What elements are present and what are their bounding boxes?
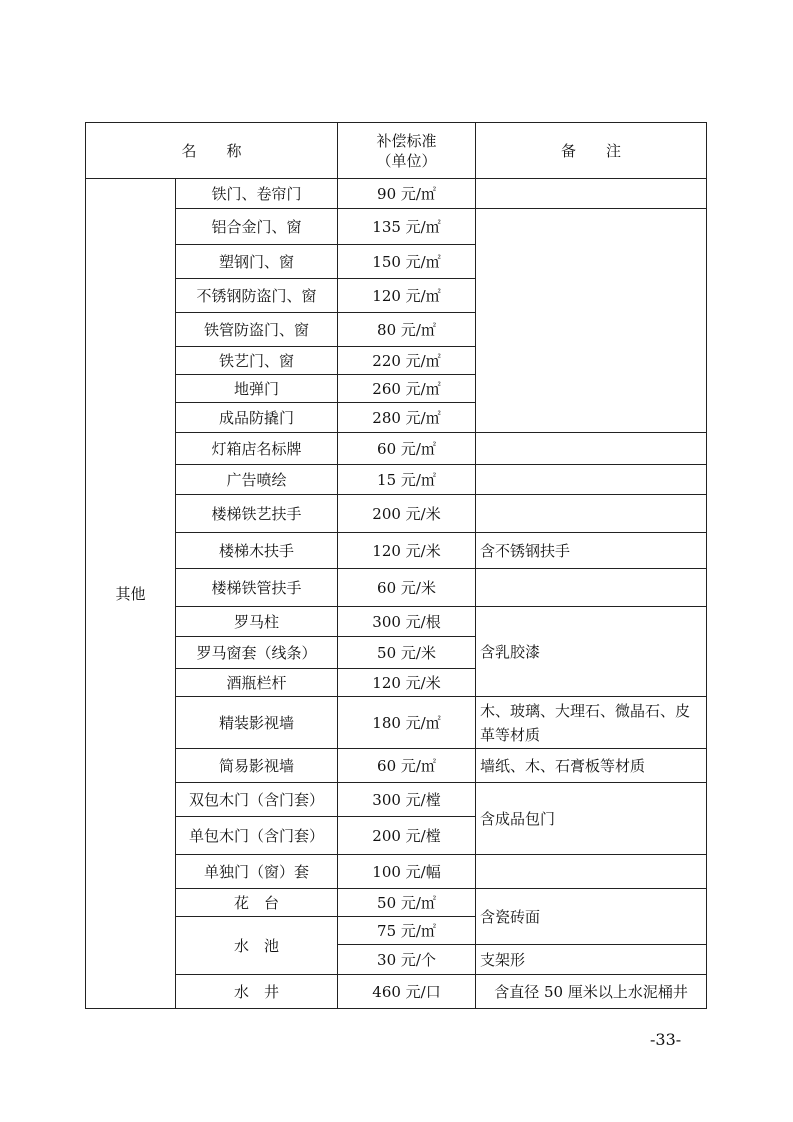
item-standard: 60 元/㎡ bbox=[338, 433, 476, 465]
item-remark bbox=[476, 569, 707, 607]
item-remark: 含瓷砖面 bbox=[476, 889, 707, 945]
item-name: 广告喷绘 bbox=[176, 465, 338, 495]
item-name: 罗马窗套（线条） bbox=[176, 637, 338, 669]
table-row bbox=[86, 569, 707, 607]
item-remark: 墙纸、木、石膏板等材质 bbox=[476, 749, 707, 783]
table-row bbox=[86, 607, 707, 637]
item-name: 楼梯木扶手 bbox=[176, 533, 338, 569]
item-name: 花 台 bbox=[176, 889, 338, 917]
table-row bbox=[86, 209, 707, 245]
item-name: 灯箱店名标牌 bbox=[176, 433, 338, 465]
item-standard: 50 元/米 bbox=[338, 637, 476, 669]
item-name: 简易影视墙 bbox=[176, 749, 338, 783]
compensation-table bbox=[85, 122, 707, 1009]
item-name: 塑钢门、窗 bbox=[176, 245, 338, 279]
table-row bbox=[86, 749, 707, 783]
header-standard bbox=[338, 123, 476, 179]
item-remark: 木、玻璃、大理石、微晶石、皮革等材质 bbox=[476, 697, 707, 749]
header-remark: 备 注 bbox=[476, 123, 707, 179]
item-remark bbox=[476, 209, 707, 433]
item-remark: 支架形 bbox=[476, 945, 707, 975]
item-name: 楼梯铁艺扶手 bbox=[176, 495, 338, 533]
item-standard: 200 元/樘 bbox=[338, 817, 476, 855]
item-name: 单独门（窗）套 bbox=[176, 855, 338, 889]
item-name: 铁门、卷帘门 bbox=[176, 179, 338, 209]
item-standard: 60 元/㎡ bbox=[338, 749, 476, 783]
item-remark: 含不锈钢扶手 bbox=[476, 533, 707, 569]
header-row bbox=[86, 123, 707, 179]
item-standard: 280 元/㎡ bbox=[338, 403, 476, 433]
item-standard: 80 元/㎡ bbox=[338, 313, 476, 347]
item-standard: 180 元/㎡ bbox=[338, 697, 476, 749]
header-name: 名 称 bbox=[86, 123, 338, 179]
item-remark bbox=[476, 495, 707, 533]
item-standard: 200 元/米 bbox=[338, 495, 476, 533]
table-row bbox=[86, 855, 707, 889]
page-number: -33- bbox=[650, 1030, 682, 1049]
item-name: 罗马柱 bbox=[176, 607, 338, 637]
item-standard: 90 元/㎡ bbox=[338, 179, 476, 209]
item-standard: 135 元/㎡ bbox=[338, 209, 476, 245]
item-name: 水 池 bbox=[176, 917, 338, 975]
category-cell: 其他 bbox=[86, 179, 176, 1009]
table-row bbox=[86, 783, 707, 817]
item-standard: 300 元/根 bbox=[338, 607, 476, 637]
item-remark bbox=[476, 179, 707, 209]
item-remark bbox=[476, 855, 707, 889]
table-row bbox=[86, 465, 707, 495]
item-name: 铁艺门、窗 bbox=[176, 347, 338, 375]
item-standard: 15 元/㎡ bbox=[338, 465, 476, 495]
item-name: 楼梯铁管扶手 bbox=[176, 569, 338, 607]
item-remark bbox=[476, 433, 707, 465]
header-standard-line2: （单位） bbox=[376, 151, 437, 170]
table-row bbox=[86, 179, 707, 209]
item-name: 单包木门（含门套） bbox=[176, 817, 338, 855]
item-standard: 150 元/㎡ bbox=[338, 245, 476, 279]
item-name: 水 井 bbox=[176, 975, 338, 1009]
item-standard: 100 元/幅 bbox=[338, 855, 476, 889]
table-row bbox=[86, 889, 707, 917]
item-name: 精装影视墙 bbox=[176, 697, 338, 749]
item-standard: 120 元/米 bbox=[338, 669, 476, 697]
item-standard: 460 元/口 bbox=[338, 975, 476, 1009]
item-standard: 75 元/㎡ bbox=[338, 917, 476, 945]
item-name: 双包木门（含门套） bbox=[176, 783, 338, 817]
item-standard: 300 元/樘 bbox=[338, 783, 476, 817]
item-standard: 220 元/㎡ bbox=[338, 347, 476, 375]
table-row bbox=[86, 697, 707, 749]
item-remark: 含乳胶漆 bbox=[476, 607, 707, 697]
item-remark: 含成品包门 bbox=[476, 783, 707, 855]
table-row bbox=[86, 533, 707, 569]
item-name: 酒瓶栏杆 bbox=[176, 669, 338, 697]
table-row bbox=[86, 433, 707, 465]
item-standard: 260 元/㎡ bbox=[338, 375, 476, 403]
item-standard: 50 元/㎡ bbox=[338, 889, 476, 917]
item-name: 不锈钢防盗门、窗 bbox=[176, 279, 338, 313]
item-remark: 含直径 50 厘米以上水泥桶井 bbox=[476, 975, 707, 1009]
table-row bbox=[86, 975, 707, 1009]
item-remark bbox=[476, 465, 707, 495]
item-name: 地弹门 bbox=[176, 375, 338, 403]
table-row bbox=[86, 495, 707, 533]
item-name: 铝合金门、窗 bbox=[176, 209, 338, 245]
item-standard: 60 元/米 bbox=[338, 569, 476, 607]
header-standard-line1: 补偿标准 bbox=[376, 131, 437, 150]
item-name: 成品防撬门 bbox=[176, 403, 338, 433]
item-name: 铁管防盗门、窗 bbox=[176, 313, 338, 347]
item-standard: 30 元/个 bbox=[338, 945, 476, 975]
item-standard: 120 元/㎡ bbox=[338, 279, 476, 313]
item-standard: 120 元/米 bbox=[338, 533, 476, 569]
